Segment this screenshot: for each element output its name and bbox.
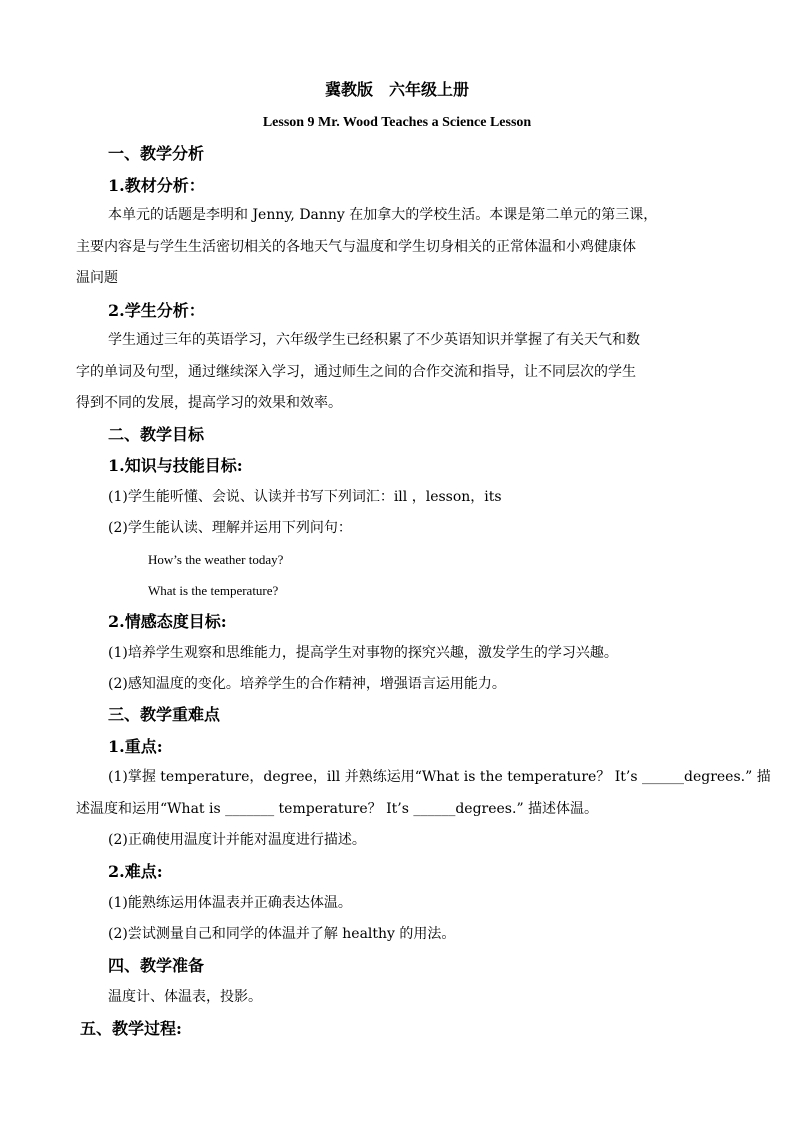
goal-item-line: (1)学生能听懂、会说、认读并书写下列词汇：ill ，lesson，its xyxy=(108,489,502,505)
subheading-student-analysis: 2.学生分析： xyxy=(108,301,205,320)
difficult-point-line: (2)尝试测量自己和同学的体温并了解 healthy 的用法。 xyxy=(108,926,456,942)
subheading-difficult-points: 2.难点: xyxy=(108,862,163,881)
paragraph-line: 主要内容是与学生生活密切相关的各地天气与温度和学生切身相关的正常体温和小鸡健康体 xyxy=(76,239,636,255)
section-heading-teaching-goals: 二、教学目标 xyxy=(108,425,205,444)
preparation-text: 温度计、体温表，投影。 xyxy=(108,989,262,1005)
section-heading-teaching-preparation: 四、教学准备 xyxy=(108,956,205,975)
goal-item-line: (2)感知温度的变化。培养学生的合作精神，增强语言运用能力。 xyxy=(108,676,506,692)
document-subtitle: Lesson 9 Mr. Wood Teaches a Science Lesson xyxy=(262,115,532,130)
goal-item-line: (1)培养学生观察和思维能力，提高学生对事物的探究兴趣，激发学生的学习兴趣。 xyxy=(108,645,618,661)
paragraph-line: 温问题 xyxy=(76,270,118,286)
section-heading-teaching-process: 五、教学过程: xyxy=(80,1019,182,1038)
goal-item-line: (2)学生能认读、理解并运用下列问句： xyxy=(108,520,352,536)
key-point-line: (2)正确使用温度计并能对温度进行描述。 xyxy=(108,832,366,848)
paragraph-line: 得到不同的发展，提高学习的效果和效率。 xyxy=(76,395,342,411)
document-title: 冀教版 六年级上册 xyxy=(324,80,469,99)
example-question-line: What is the temperature? xyxy=(148,583,279,598)
subheading-textbook-analysis: 1.教材分析： xyxy=(108,176,205,195)
subheading-attitude-goals: 2.情感态度目标: xyxy=(108,612,227,631)
subheading-key-points: 1.重点: xyxy=(108,737,163,756)
key-point-line: (1)掌握 temperature，degree，ill 并熟练运用“What is the temperature？ It’s ______degrees.” 描 xyxy=(108,769,771,785)
section-heading-teaching-analysis: 一、教学分析 xyxy=(108,144,205,163)
paragraph-line: 本单元的话题是李明和 Jenny, Danny 在加拿大的学校生活。本课是第二单元的第三课， xyxy=(108,207,658,223)
example-question-line: How’s the weather today? xyxy=(148,552,284,567)
key-point-line: 述温度和运用“What is _______ temperature？ It’s ______degrees.” 描述体温。 xyxy=(76,801,599,817)
paragraph-line: 学生通过三年的英语学习，六年级学生已经积累了不少英语知识并掌握了有关天气和数 xyxy=(108,332,640,348)
paragraph-line: 字的单词及句型，通过继续深入学习，通过师生之间的合作交流和指导，让不同层次的学生 xyxy=(76,364,636,380)
difficult-point-line: (1)能熟练运用体温表并正确表达体温。 xyxy=(108,895,352,911)
subheading-knowledge-skill-goals: 1.知识与技能目标: xyxy=(108,456,243,475)
section-heading-key-difficult-points: 三、教学重难点 xyxy=(108,705,221,724)
